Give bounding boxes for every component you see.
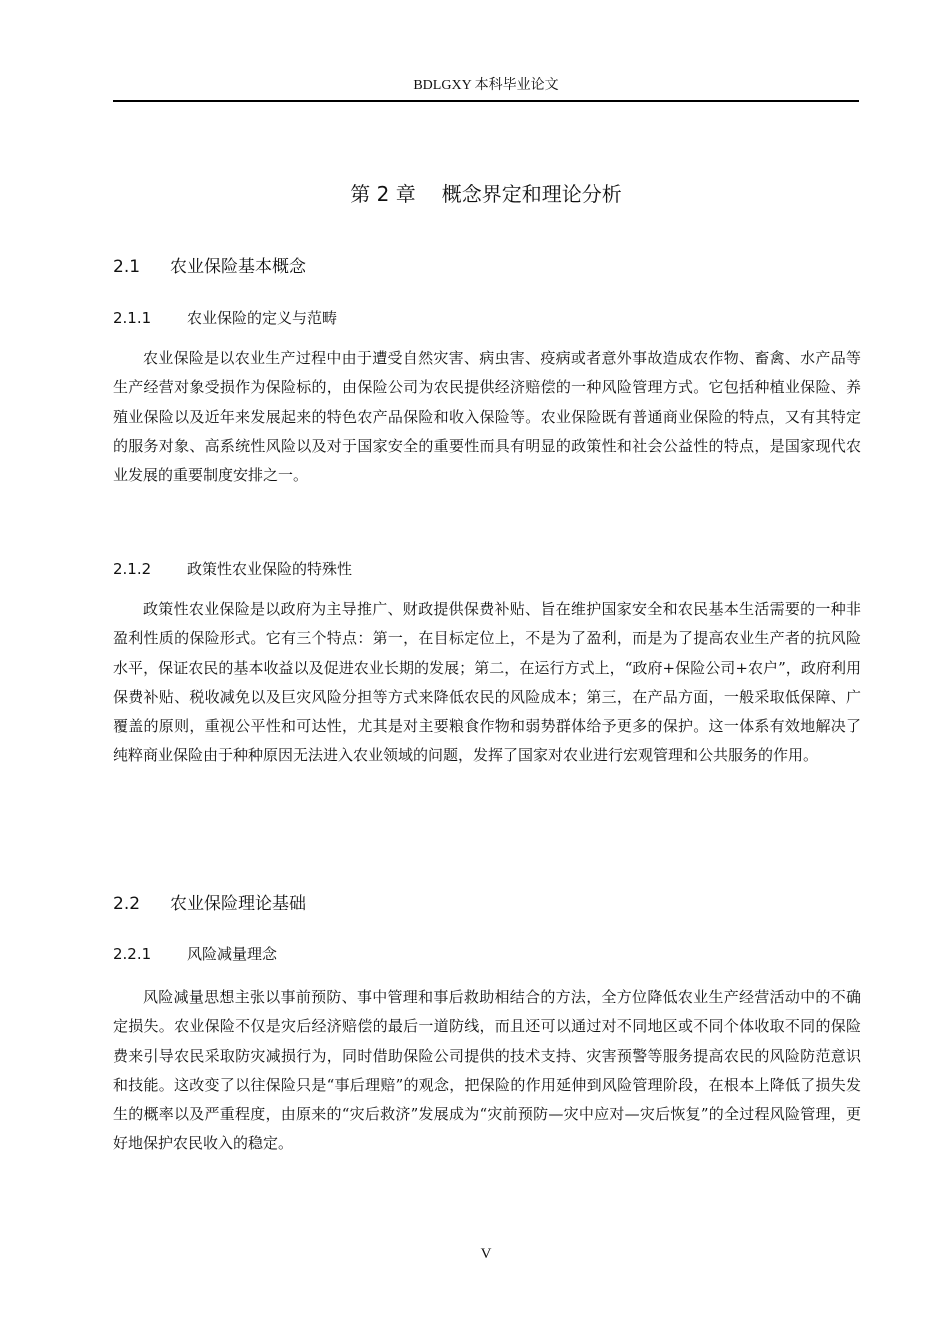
subsection-heading-2-1-2	[113, 557, 352, 581]
chapter-title	[113, 179, 859, 209]
subsection-number: 2.1.1	[113, 309, 152, 327]
chapter-title-text: 概念界定和理论分析	[441, 182, 622, 206]
section-heading-2-2	[113, 891, 306, 917]
section-number: 2.2	[113, 894, 141, 914]
subsection-title: 风险减量理念	[187, 945, 278, 963]
running-header: BDLGXY 本科毕业论文	[413, 78, 559, 93]
subsection-heading-2-1-1	[113, 306, 337, 330]
paragraph-2-2-1: 风险减量思想主张以事前预防、事中管理和事后救助相结合的方法，全方位降低农业生产经营活动中的不确定损失。农业保险不仅是灾后经济赔偿的最后一道防线，而且还可以通过对不同地区或不同个体收取不同的保险费来引导农民采取防灾减损行为，同时借助保险公司提供的技术支持、灾害预警等服务提高农民的风险防范意识和技能。这改变了以往保险只是“事后理赔”的观念，把保险的作用延伸到风险管理阶段，在根本上降低了损失发生的概率以及严重程度，由原来的“灾后救济”发展成为“灾前预防—灾中应对—灾后恢复”的全过程风险管理，更好地保护农民收入的稳定。	[113, 988, 861, 1153]
page-number: V	[480, 1246, 492, 1262]
section-title: 农业保险基本概念	[170, 257, 306, 277]
paragraph-2-1-1: 农业保险是以农业生产过程中由于遭受自然灾害、病虫害、疫病或者意外事故造成农作物、畜禽、水产品等生产经营对象受损作为保险标的，由保险公司为农民提供经济赔偿的一种风险管理方式。它包括种植业保险、养殖业保险以及近年来发展起来的特色农产品保险和收入保险等。农业保险既有普通商业保险的特点，又有其特定的服务对象、高系统性风险以及对于国家安全的重要性而具有明显的政策性和社会公益性的特点，是国家现代农业发展的重要制度安排之一。	[113, 349, 861, 485]
chapter-number: 第 2 章	[350, 182, 416, 206]
subsection-title: 政策性农业保险的特殊性	[187, 560, 353, 578]
subsection-number: 2.2.1	[113, 945, 152, 963]
section-title: 农业保险理论基础	[170, 894, 306, 914]
section-number: 2.1	[113, 257, 141, 277]
paragraph-2-1-2: 政策性农业保险是以政府为主导推广、财政提供保费补贴、旨在维护国家安全和农民基本生活需要的一种非盈利性质的保险形式。它有三个特点：第一，在目标定位上，不是为了盈利，而是为了提高农业生产者的抗风险水平，保证农民的基本收益以及促进农业长期的发展；第二，在运行方式上，“政府+保险公司+农户”，政府利用保费补贴、税收减免以及巨灾风险分担等方式来降低农民的风险成本；第三，在产品方面，一般采取低保障、广覆盖的原则，重视公平性和可达性，尤其是对主要粮食作物和弱势群体给予更多的保护。这一体系有效地解决了纯粹商业保险由于种种原因无法进入农业领域的问题，发挥了国家对农业进行宏观管理和公共服务的作用。	[113, 600, 861, 765]
section-heading-2-1	[113, 254, 306, 280]
subsection-title: 农业保险的定义与范畴	[187, 309, 338, 327]
subsection-number: 2.1.2	[113, 560, 152, 578]
subsection-heading-2-2-1	[113, 942, 277, 966]
header-rule	[113, 100, 859, 102]
